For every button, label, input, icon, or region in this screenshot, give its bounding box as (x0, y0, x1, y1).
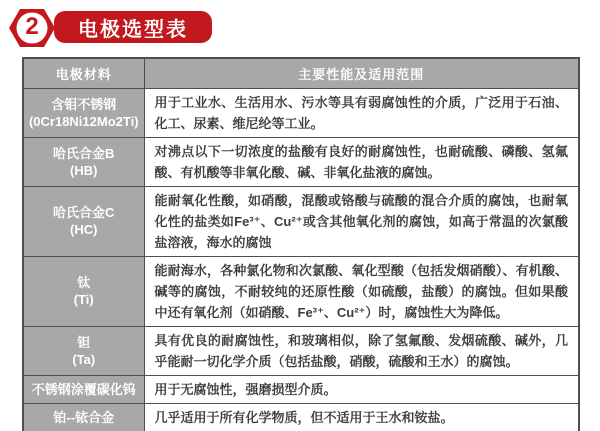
material-cell (23, 326, 144, 375)
material-cell (23, 375, 144, 403)
description-cell: 能耐海水，各种氯化物和次氯酸、氧化型酸（包括发烟硝酸）、有机酸、碱等的腐蚀，不耐较纯的还原性酸（如硫酸，盐酸）的腐蚀。但如果酸中还有氧化剂（如硝酸、Fe³⁺、Cu²⁺）时，腐蚀性大为降低。 (144, 256, 579, 326)
description-cell: 几乎适用于所有化学物质，但不适用于王水和铵盐。 (144, 403, 579, 431)
material-name: 钛 (77, 275, 91, 290)
table-row (23, 256, 579, 326)
material-cell (23, 403, 144, 431)
material-code: (Ti) (73, 292, 94, 307)
material-name: 铂--铱合金 (53, 409, 115, 425)
description-cell: 具有优良的耐腐蚀性，和玻璃相似，除了氢氟酸、发烟硫酸、碱外，几乎能耐一切化学介质（包括盐酸，硝酸，硫酸和王水）的腐蚀。 (144, 326, 579, 375)
table-row (23, 186, 579, 256)
table-row (23, 326, 579, 375)
column-header-material: 电极材料 (23, 58, 144, 88)
material-name: 含钼不锈钢 (51, 96, 117, 112)
material-cell (23, 186, 144, 256)
table-row (23, 375, 579, 403)
material-code: (HC) (70, 222, 98, 237)
material-code: (HB) (70, 162, 98, 178)
table-row (23, 403, 579, 431)
description-cell: 用于无腐蚀性，强磨损型介质。 (144, 375, 579, 403)
material-cell (23, 137, 144, 186)
material-code: (Ta) (72, 351, 96, 367)
description-cell: 对沸点以下一切浓度的盐酸有良好的耐腐蚀性，也耐硫酸、磷酸、氢氟酸、有机酸等非氧化酸、碱、非氧化盐液的腐蚀。 (144, 137, 579, 186)
material-name: 钽 (77, 334, 91, 350)
material-code: (0Cr18Ni12Mo2Ti) (28, 113, 139, 129)
badge-number: 2 (25, 13, 39, 40)
table-header-row (23, 58, 579, 88)
material-cell (23, 88, 144, 137)
title-pill (54, 11, 212, 43)
table-row (23, 88, 579, 137)
page-title: 电极选型表 (78, 18, 188, 41)
material-name: 哈氏合金C (53, 205, 115, 220)
description-cell: 用于工业水、生活用水、污水等具有弱腐蚀性的介质，广泛用于石油、化工、尿素、维尼纶等工业。 (144, 88, 579, 137)
material-name: 不锈钢涂覆碳化钨 (31, 381, 136, 397)
material-name: 哈氏合金B (53, 145, 115, 161)
material-cell (23, 256, 144, 326)
description-cell: 能耐氧化性酸，如硝酸，混酸或铬酸与硫酸的混合介质的腐蚀，也耐氧化性的盐类如Fe³⁺、Cu²⁺或含其他氧化剂的腐蚀，如高于常温的次氯酸盐溶液，海水的腐蚀 (144, 186, 579, 256)
table-row (23, 137, 579, 186)
column-header-performance: 主要性能及适用范围 (144, 58, 579, 88)
page-header (0, 0, 600, 56)
electrode-selection-table (22, 57, 580, 431)
step-badge (8, 6, 56, 50)
